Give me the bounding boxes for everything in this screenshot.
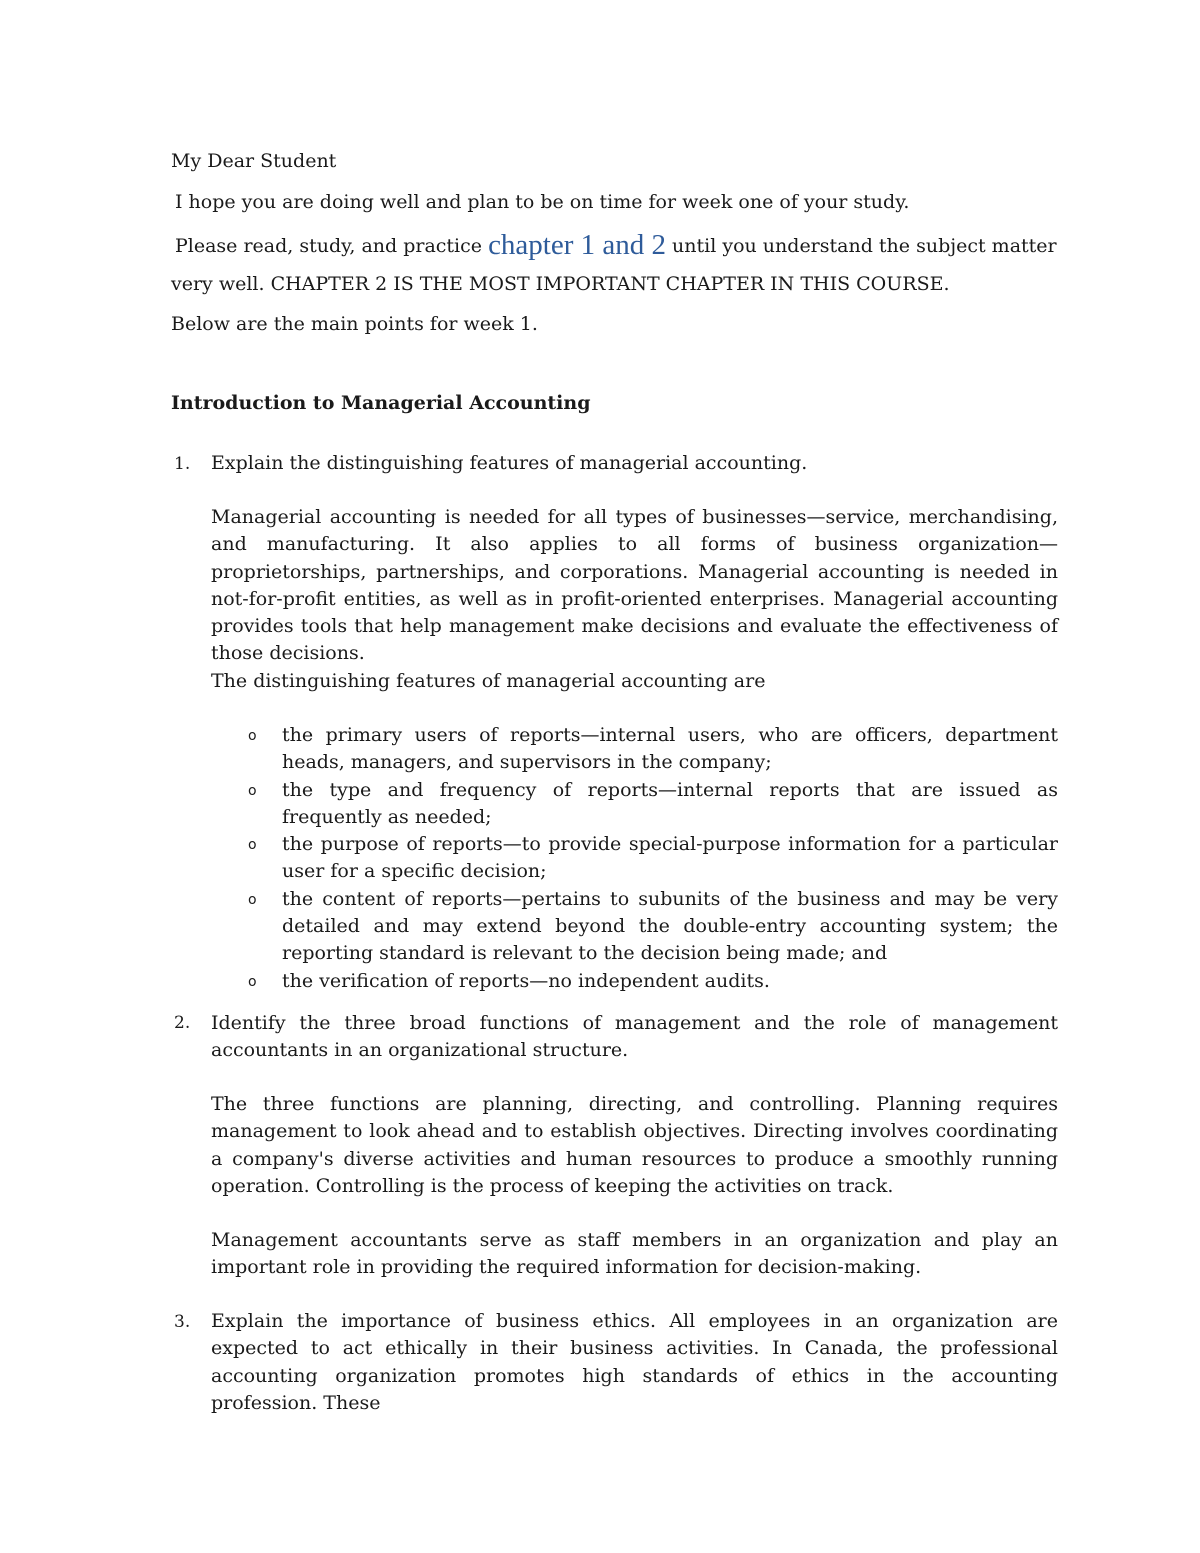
features-intro: The distinguishing features of managerial accounting are	[211, 670, 766, 692]
main-points-line: Below are the main points for week 1.	[171, 313, 538, 335]
list-item	[211, 722, 1058, 777]
features-list	[211, 722, 1058, 995]
intro-line: I hope you are doing well and plan to be on time for week one of your study.	[175, 191, 910, 213]
list-item	[211, 777, 1058, 832]
instruction-before: Please read, study, and practice	[175, 235, 489, 257]
item-2-paragraph-1: The three functions are planning, directing, and controlling. Planning requires management to look ahead and to establish objectives. Directing involves coordinating a company's diverse activities and human resources to produce a smoothly running operation. Controlling is the process of keeping the activities on track.	[211, 1093, 1058, 1197]
list-item	[211, 831, 1058, 886]
item-2-number: 2.	[174, 1013, 191, 1033]
list-item-text: the type and frequency of reports—internal reports that are issued as frequently as needed;	[282, 778, 1058, 828]
bullet-circle-icon: o	[248, 837, 257, 854]
item-1-paragraph: Managerial accounting is needed for all types of businesses—service, merchandising, and manufacturing. It also applies to all forms of business organization—proprietorships, partnerships, and corporations. Managerial accounting is needed in not-for-profit entities, as well as in profit-oriented enterprises. Managerial accounting provides tools that help management make decisions and evaluate the effectiveness of those decisions.	[211, 506, 1058, 665]
bullet-circle-icon: o	[248, 891, 257, 908]
instruction-line	[175, 229, 1057, 261]
item-2-title: Identify the three broad functions of management and the role of management accountants in an organizational structure.	[211, 1012, 1058, 1062]
bullet-circle-icon: o	[248, 782, 257, 799]
list-item	[211, 968, 1058, 995]
bullet-circle-icon: o	[248, 728, 257, 744]
item-1-title: Explain the distinguishing features of managerial accounting.	[211, 452, 808, 474]
instruction-after: until you understand the subject matter	[666, 235, 1057, 257]
list-item-text: the purpose of reports—to provide special-purpose information for a particular user for a specific decision;	[282, 833, 1058, 883]
greeting: My Dear Student	[171, 150, 337, 172]
bullet-circle-icon: o	[248, 973, 257, 990]
list-item	[211, 886, 1058, 968]
item-3-text: Explain the importance of business ethics. All employees in an organization are expected to act ethically in their business activities. In Canada, the professional accounting organization promotes high standards of ethics in the accounting profession. These	[211, 1310, 1058, 1414]
list-item-text: the content of reports—pertains to subunits of the business and may be very detailed and may extend beyond the double-entry accounting system; the reporting standard is relevant to the decision being made; and	[282, 887, 1058, 965]
chapter-highlight: chapter 1 and 2	[488, 229, 667, 261]
list-item-text: the verification of reports—no independent audits.	[282, 969, 770, 992]
item-3-number: 3.	[174, 1312, 191, 1332]
item-2-paragraph-2: Management accountants serve as staff members in an organization and play an important role in providing the required information for decision-making.	[211, 1229, 1058, 1279]
section-heading: Introduction to Managerial Accounting	[171, 392, 591, 414]
list-item-text: the primary users of reports—internal users, who are officers, department heads, managers, and supervisors in the company;	[282, 724, 1058, 774]
instruction-line-2: very well. CHAPTER 2 IS THE MOST IMPORTANT CHAPTER IN THIS COURSE.	[171, 273, 950, 295]
item-1-number: 1.	[174, 454, 191, 474]
